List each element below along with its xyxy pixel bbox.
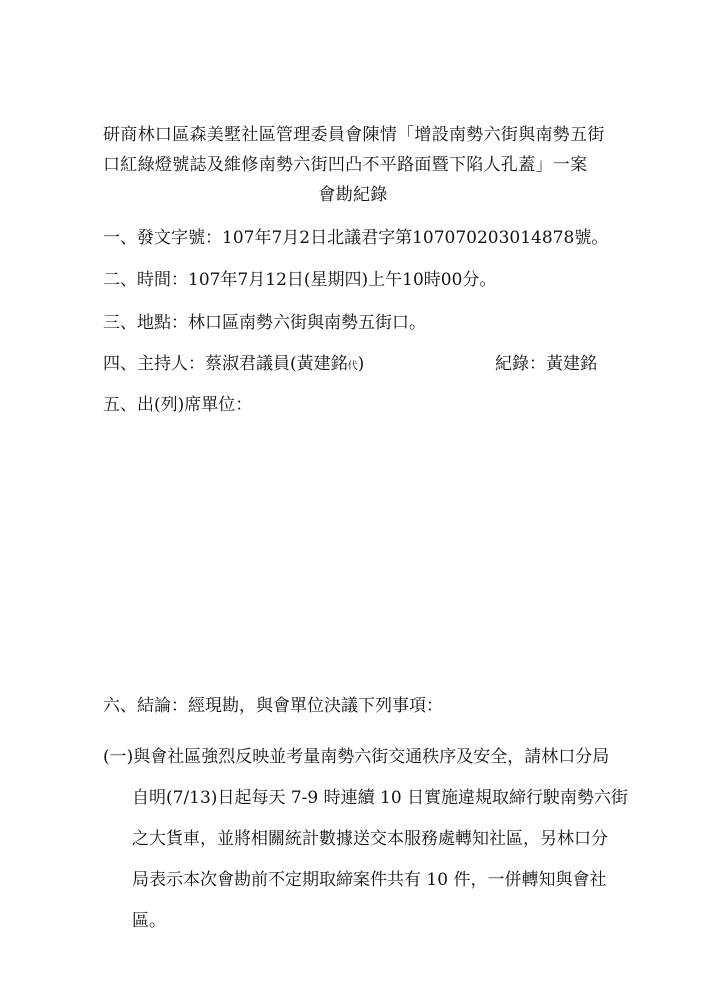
doc-number-item: 一、發文字號：107年7月2日北議君字第107070203014878號。 (103, 228, 609, 248)
host-proxy-mark: 代 (347, 361, 358, 372)
para-line-2: 自明(7/13)日起每天 7-9 時連續 10 日實施違規取締行駛南勢六街 (132, 788, 629, 808)
document-title (103, 120, 623, 210)
title-line-3: 會勘紀錄 (318, 185, 388, 205)
para-line-1: (一)與會社區強烈反映並考量南勢六街交通秩序及安全，請林口分局 (103, 747, 610, 767)
recorder-text: 紀錄：黃建銘 (495, 354, 597, 374)
host-text-end: ) (357, 354, 365, 374)
host-item (103, 352, 603, 379)
location-item: 三、地點：林口區南勢六街與南勢五街口。 (103, 313, 426, 333)
para-line-3: 之大貨車，並將相關統計數據送交本服務處轉知社區，另林口分 (132, 829, 608, 849)
time-item: 二、時間：107年7月12日(星期四)上午10時00分。 (103, 270, 497, 290)
conclusion-paragraph (103, 737, 629, 942)
para-line-4: 局表示本次會勘前不定期取締案件共有 10 件，一併轉知與會社 (132, 870, 607, 890)
host-text: 四、主持人：蔡淑君議員(黃建銘 (103, 354, 348, 374)
title-line-1: 研商林口區森美墅社區管理委員會陳情「增設南勢六街與南勢五街 (103, 125, 605, 145)
para-line-5: 區。 (132, 911, 166, 931)
conclusion-item: 六、結論：經現勘，與會單位決議下列事項： (103, 696, 443, 716)
attendees-item: 五、出(列)席單位： (103, 395, 253, 415)
title-line-2: 口紅綠燈號誌及維修南勢六街凹凸不平路面暨下陷人孔蓋」一案 (103, 155, 588, 175)
